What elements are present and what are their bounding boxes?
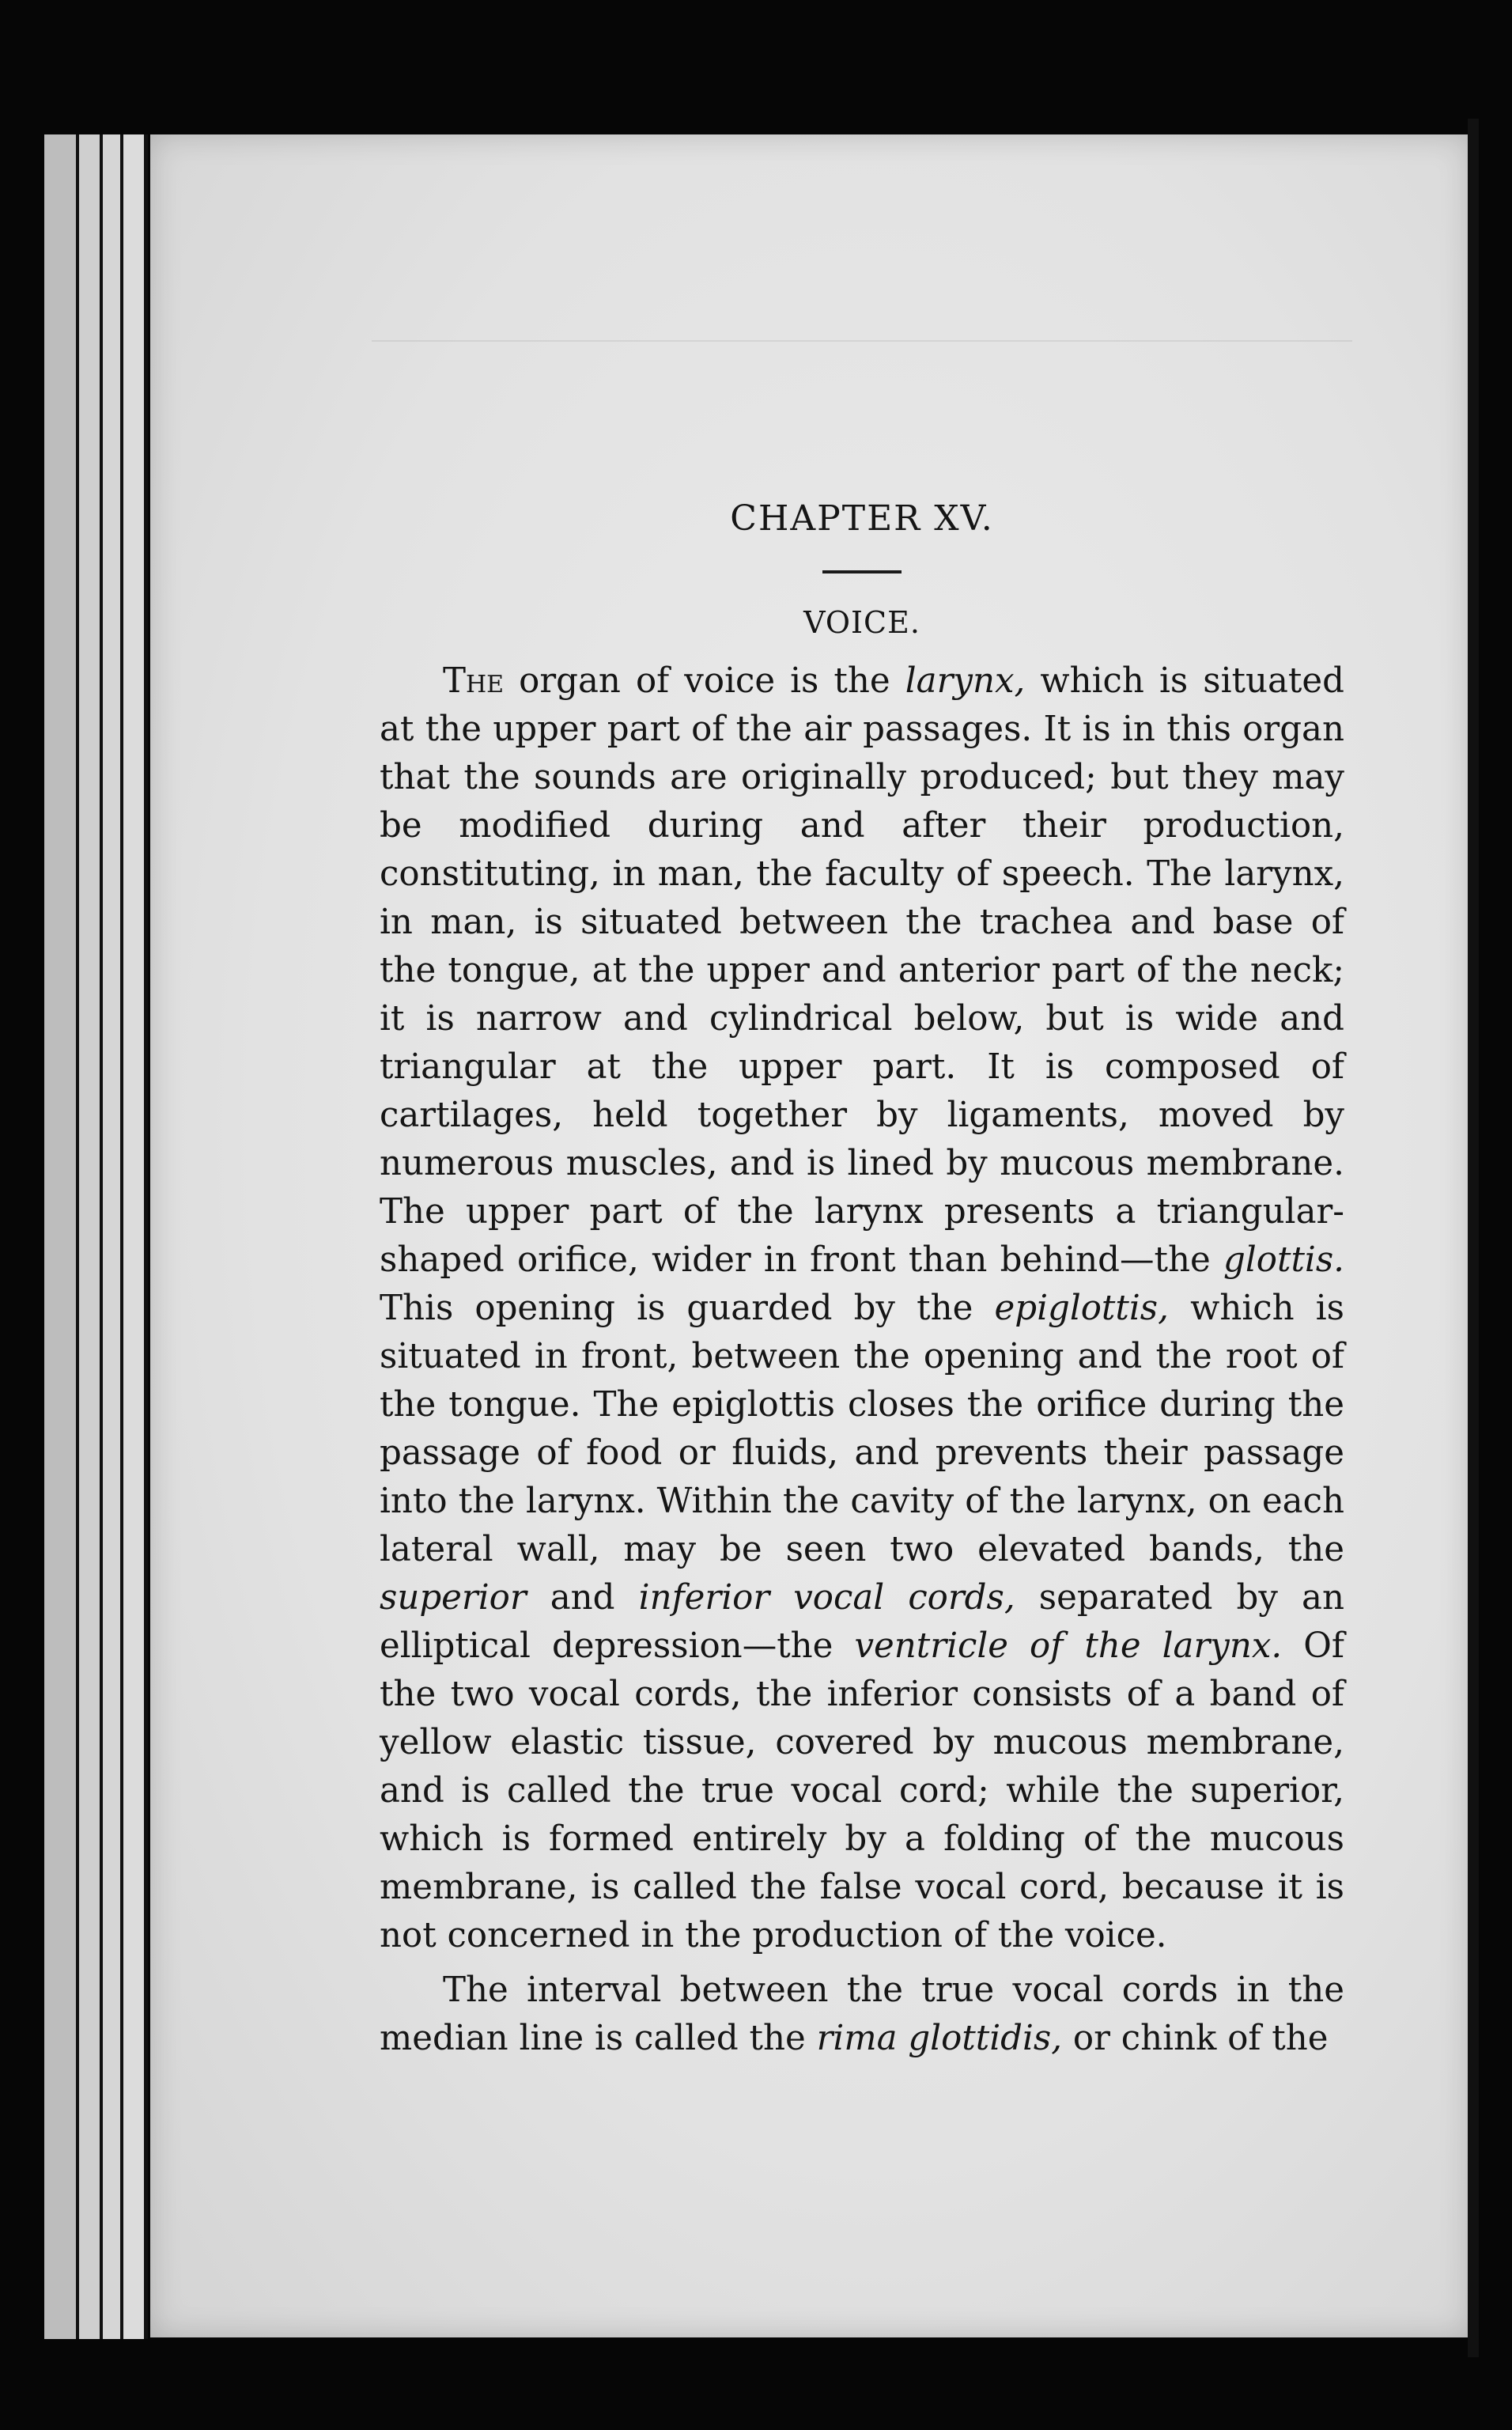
- bleed-through-rule: [372, 340, 1352, 342]
- italic-term: superior: [380, 1578, 527, 1618]
- text-segment: which is situated in front, between the opening and the root of the tongue. The epiglottis closes the orifice during the passage of food or fluids, and prevents their passage into the larynx. Within the cavity of the larynx, on each lateral wall, may be seen two elevated bands, the: [380, 1289, 1344, 1569]
- italic-term: glottis.: [1223, 1240, 1344, 1280]
- text-segment: which is situated at the upper part of the air passages. It is in this organ that the sounds are originally produced; but they may be modified during and after their production, constituting, in man, the faculty of speech. The larynx, in man, is situated between the trachea and base of the tongue, at the upper and anterior part of the neck; it is narrow and cylindrical below, but is wide and triangular at the upper part. It is composed of cartilages, held together by ligaments, moved by numerous muscles, and is lined by mucous membrane. The upper part of the larynx presents a triangular-shaped orifice, wider in front than behind—the: [380, 661, 1345, 1280]
- italic-term: epiglottis,: [994, 1289, 1169, 1328]
- text-segment: organ of voice is the: [504, 661, 905, 701]
- text-segment: or chink of the: [1062, 2019, 1329, 2058]
- page-content: [380, 498, 1344, 2063]
- page-edge: [103, 134, 124, 2339]
- page-edge: [79, 134, 104, 2339]
- page-edge: [123, 134, 148, 2339]
- page-gutter: [1468, 119, 1479, 2357]
- italic-term: larynx,: [905, 661, 1026, 701]
- text-segment: This opening is guarded by the: [380, 1289, 995, 1328]
- text-segment: The interval between the true vocal cords in the median line is called the: [380, 1970, 1344, 2058]
- section-title: VOICE.: [803, 605, 920, 640]
- italic-term: inferior vocal cords,: [638, 1578, 1015, 1618]
- text-segment: The: [443, 661, 505, 701]
- text-segment: Of the two vocal cords, the inferior consists of a band of yellow elastic tissue, covered by mucous membrane, and is called the true vocal cord; while the superior, which is formed entirely by a folding of the mucous membrane, is called the false vocal cord, because it is not concerned in the production of the voice.: [380, 1626, 1345, 1955]
- title-rule: [822, 570, 902, 573]
- paragraph: [380, 1966, 1344, 2063]
- italic-term: rima glottidis,: [816, 2019, 1063, 2058]
- paragraph: [380, 657, 1344, 1960]
- italic-term: ventricle of the larynx.: [854, 1626, 1283, 1666]
- page-edge: [44, 134, 80, 2339]
- chapter-title: CHAPTER XV.: [730, 498, 994, 539]
- text-segment: and: [526, 1578, 639, 1618]
- text-segment: separated by an elliptical depression—the: [380, 1578, 1345, 1666]
